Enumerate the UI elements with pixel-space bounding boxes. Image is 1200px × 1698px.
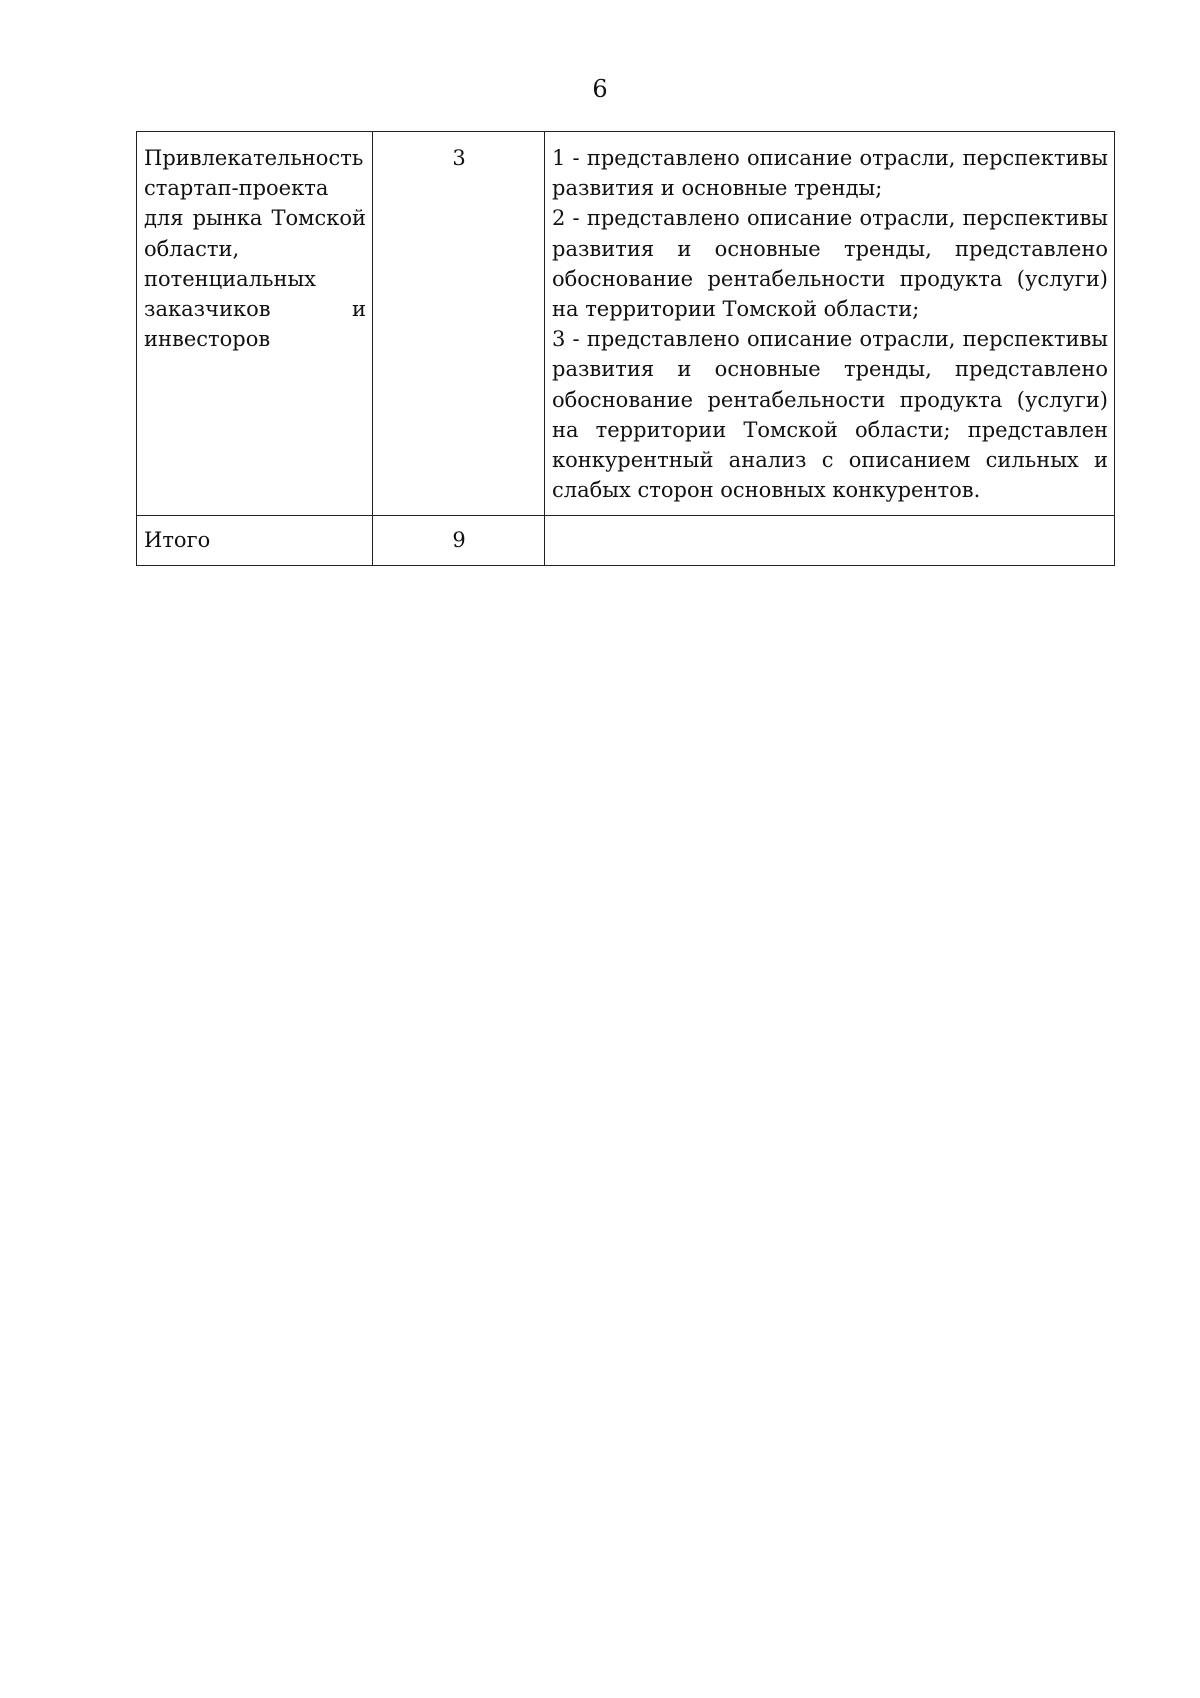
total-score-cell: 9 xyxy=(373,516,545,565)
criterion-description-cell xyxy=(545,132,1115,516)
table-row xyxy=(137,132,1115,516)
score-level-2-description: 2 - представлено описание отрасли, перспективы развития и основные тренды, представлено обоснование рентабельности продукта (услуги) на территории Томской области; xyxy=(552,206,1108,322)
total-row xyxy=(137,516,1115,565)
total-label-cell: Итого xyxy=(137,516,373,565)
criterion-name-cell: Привлекательность стартап-проекта для рынка Томской области, потенциальных заказчиков и инвесторов xyxy=(137,132,373,516)
page-number: 6 xyxy=(592,75,608,103)
score-level-3-description: 3 - представлено описание отрасли, перспективы развития и основные тренды, представлено обоснование рентабельности продукта (услуги) на территории Томской области; представлен конкурентный анализ с описанием сильных и слабых сторон основных конкурентов. xyxy=(552,327,1108,503)
total-description-cell xyxy=(545,516,1115,565)
score-level-1-description: 1 - представлено описание отрасли, перспективы развития и основные тренды; xyxy=(552,146,1108,201)
criterion-score-cell: 3 xyxy=(373,132,545,516)
criteria-table xyxy=(136,131,1115,566)
